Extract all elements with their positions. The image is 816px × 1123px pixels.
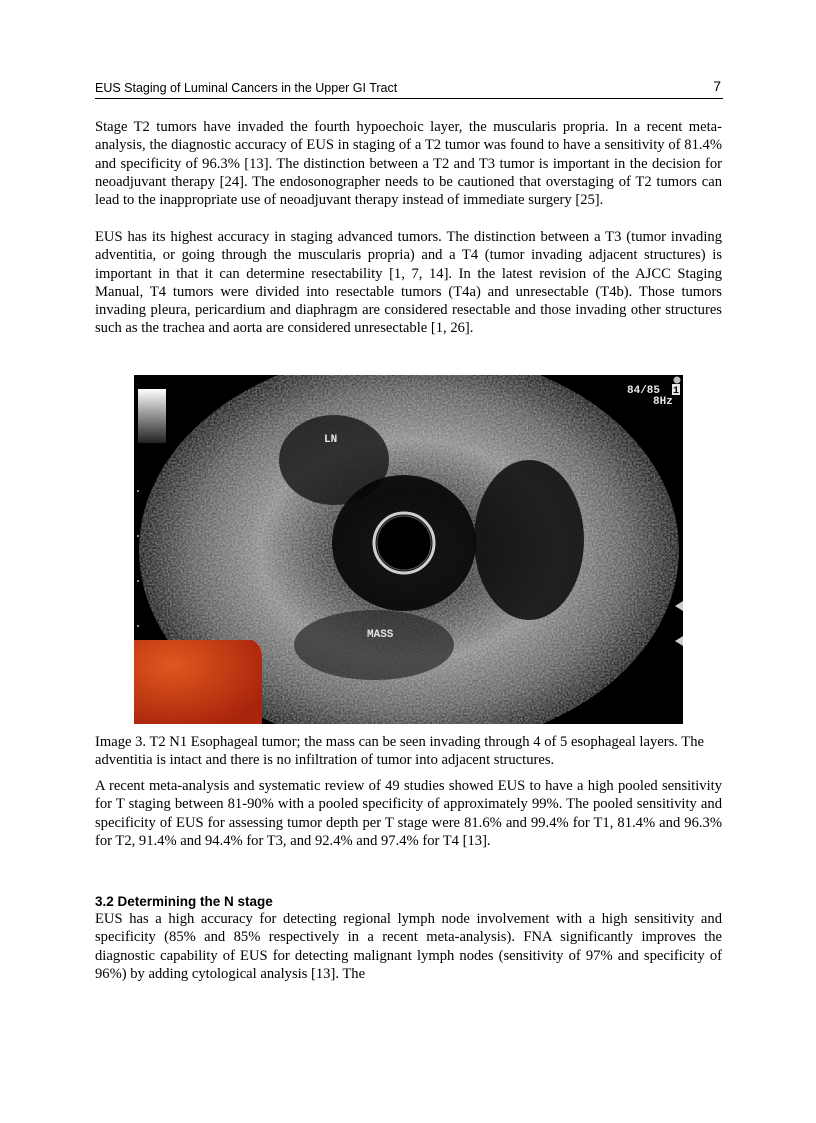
running-header bbox=[95, 78, 723, 99]
header-title: EUS Staging of Luminal Cancers in the Upper GI Tract bbox=[95, 81, 398, 95]
figure-caption: Image 3. T2 N1 Esophageal tumor; the mass can be seen invading through 4 of 5 esophageal layers. The adventitia is intact and there is no infiltration of tumor into adjacent structures. bbox=[95, 734, 704, 769]
label-ln: LN bbox=[324, 434, 338, 446]
frequency-readout-2: 8Hz bbox=[653, 396, 673, 408]
mass-region bbox=[294, 610, 454, 680]
dark-vessel-region bbox=[474, 460, 584, 620]
eus-ultrasound-image bbox=[134, 375, 683, 724]
page-number: 7 bbox=[713, 78, 721, 94]
indicator-dot bbox=[674, 377, 681, 384]
endoscope-inset bbox=[134, 640, 262, 724]
paragraph-advanced-tumors: EUS has its highest accuracy in staging advanced tumors. The distinction between a T3 (tumor invading adventitia, or going through the muscularis propria) and a T4 (tumor invading adjacent structures) is important in that it can determine resectability [1, 7, 14]. In the latest revision of the AJCC Staging Manual, T4 tumors were divided into resectable tumors (T4a) and unresectable (T4b). Those tumors invading pleura, pericardium and diaphragm are considered resectable and those invading other structures such as the trachea and aorta are considered unresectable [1, 26]. bbox=[95, 229, 722, 337]
paragraph-n-stage: EUS has a high accuracy for detecting regional lymph node involvement with a high sensitivity and specificity (85% and 85% respectively in a recent meta-analysis). FNA significantly improves the diagnostic capability of EUS for detecting malignant lymph nodes (sensitivity of 97% and specificity of 96%) by adding cytological analysis [13]. The bbox=[95, 911, 722, 982]
frequency-readout-1: 84/85 bbox=[627, 385, 661, 397]
section-heading: 3.2 Determining the N stage bbox=[95, 894, 273, 909]
grayscale-bar bbox=[138, 389, 166, 443]
paragraph-t2-staging: Stage T2 tumors have invaded the fourth hypoechoic layer, the muscularis propria. In a recent meta-analysis, the diagnostic accuracy of EUS in staging of a T2 tumor was found to have a sensitivity of 81.4% and specificity of 96.3% [13]. The distinction between a T2 and T3 tumor is important in the decision for neoadjuvant therapy [24]. The endosonographer needs to be cautioned that overstaging of T2 tumors can lead to the inappropriate use of neoadjuvant therapy instead of immediate surgery [25]. bbox=[95, 119, 722, 209]
ultrasound-graphic bbox=[134, 375, 683, 724]
label-mass: MASS bbox=[367, 629, 394, 641]
readout-box-value: 1 bbox=[673, 386, 680, 397]
paragraph-meta-analysis: A recent meta-analysis and systematic review of 49 studies showed EUS to have a high pooled sensitivity for T staging between 81-90% with a pooled specificity of approximately 99%. The pooled sensitivity and specificity of EUS for assessing tumor depth per T stage were 81.6% and 99.4% for T1, 81.4% and 96.3% for T2, 91.4% and 94.4% for T3, and 92.4% and 97.4% for T4 [13]. bbox=[95, 778, 722, 849]
